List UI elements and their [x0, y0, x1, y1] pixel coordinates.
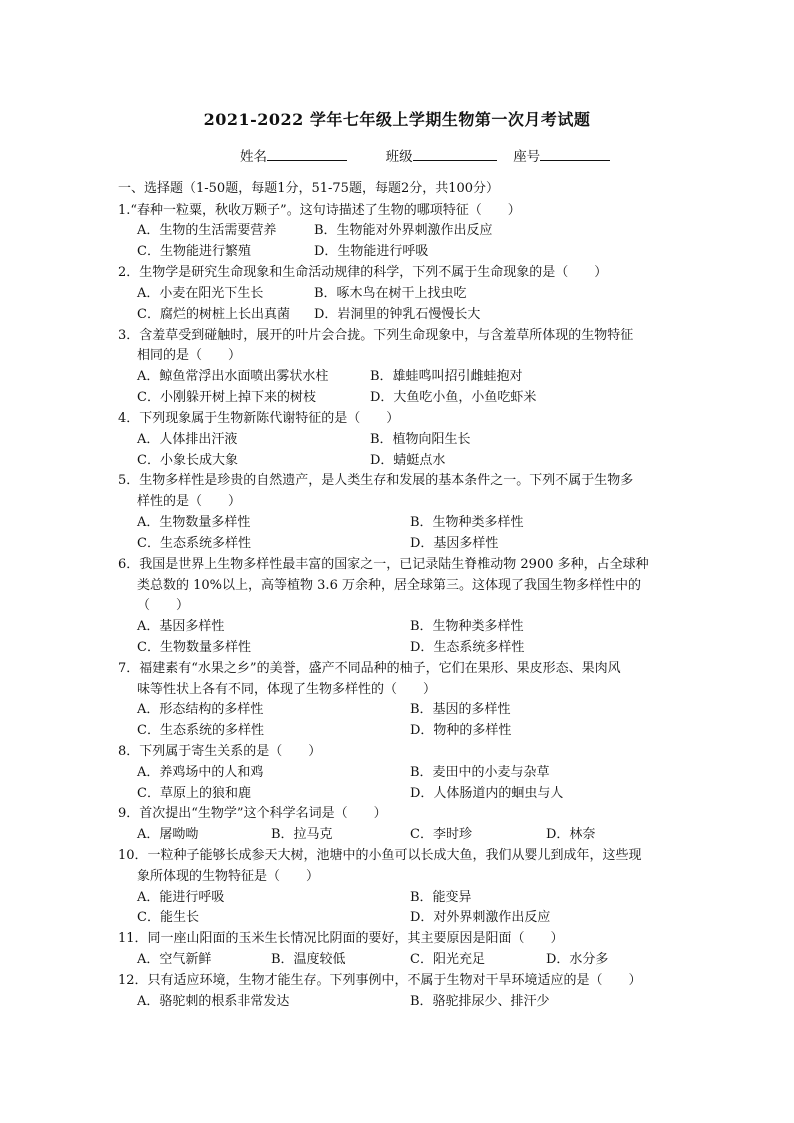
question-stem: 9．首次提出“生物学”这个科学名词是（ ） [118, 806, 387, 821]
option-c[interactable]: C．小刚躲开树上掉下来的树枝 [137, 390, 316, 405]
option-d[interactable]: D．基因多样性 [410, 536, 499, 551]
option-b[interactable]: B．植物向阳生长 [370, 432, 471, 447]
option-d[interactable]: D．人体肠道内的蛔虫与人 [410, 786, 564, 801]
student-info-line [240, 145, 610, 165]
option-a[interactable]: A．骆驼刺的根系非常发达 [137, 994, 290, 1009]
question-stem-continued: 味等性状上各有不同，体现了生物多样性的（ ） [137, 682, 437, 697]
question-stem: 11．同一座山阳面的玉米生长情况比阴面的要好，其主要原因是阳面（ ） [118, 931, 564, 946]
option-c[interactable]: C．小象长成大象 [137, 453, 238, 468]
question-stem-continued: 类总数的 10%以上，高等植物 3.6 万余种，居全球第三。这体现了我国生物多样性中的 [137, 578, 641, 593]
seat-blank[interactable] [540, 148, 610, 161]
seat-label: 座号 [513, 149, 541, 165]
question-stem: 2．生物学是研究生命现象和生命活动规律的科学，下列不属于生命现象的是（ ） [118, 265, 608, 280]
question-stem: 12．只有适应环境，生物才能生存。下列事例中，不属于生物对干旱环境适应的是（ ） [118, 973, 642, 988]
option-a[interactable]: A．小麦在阳光下生长 [137, 286, 264, 301]
class-label: 班级 [385, 149, 413, 165]
option-d[interactable]: D．生物能进行呼吸 [314, 244, 429, 259]
option-b[interactable]: B．啄木鸟在树干上找虫吃 [314, 286, 467, 301]
option-c[interactable]: C．能生长 [137, 910, 199, 925]
section-heading: 一、选择题（1-50题，每题1分，51-75题，每题2分，共100分） [118, 181, 500, 196]
option-c[interactable]: C．生物数量多样性 [137, 640, 251, 655]
name-blank[interactable] [267, 148, 347, 161]
option-d[interactable]: D．物种的多样性 [410, 723, 512, 738]
question-stem: 6．我国是世界上生物多样性最丰富的国家之一，已记录陆生脊椎动物 2900 多种，占全球种 [118, 557, 649, 572]
option-b[interactable]: B．基因的多样性 [410, 702, 511, 717]
option-a[interactable]: A．养鸡场中的人和鸡 [137, 765, 264, 780]
option-c[interactable]: C．生态系统的多样性 [137, 723, 264, 738]
option-c[interactable]: C．生态系统多样性 [137, 536, 251, 551]
option-b[interactable]: B．雄蛙鸣叫招引雌蛙抱对 [370, 369, 523, 384]
question-stem-continued: 相同的是（ ） [137, 348, 242, 363]
option-d[interactable]: D．林奈 [546, 827, 596, 842]
option-a[interactable]: A．形态结构的多样性 [137, 702, 264, 717]
option-a[interactable]: A．鲸鱼常浮出水面喷出雾状水柱 [137, 369, 329, 384]
question-stem: 4．下列现象属于生物新陈代谢特征的是（ ） [118, 411, 400, 426]
option-c[interactable]: C．草原上的狼和鹿 [137, 786, 251, 801]
option-a[interactable]: A．生物的生活需要营养 [137, 223, 277, 238]
option-d[interactable]: D．生态系统多样性 [410, 640, 525, 655]
option-d[interactable]: D．对外界刺激作出反应 [410, 910, 551, 925]
option-a[interactable]: A．屠呦呦 [137, 827, 199, 842]
class-blank[interactable] [413, 148, 497, 161]
option-b[interactable]: B．麦田中的小麦与杂草 [410, 765, 550, 780]
question-stem: 3．含羞草受到碰触时，展开的叶片会合拢。下列生命现象中，与含羞草所体现的生物特征 [118, 328, 634, 343]
option-b[interactable]: B．拉马克 [271, 827, 333, 842]
option-a[interactable]: A．基因多样性 [137, 619, 225, 634]
question-stem: 7．福建素有“水果之乡”的美誉，盛产不同品种的柚子，它们在果形、果皮形态、果肉风 [118, 661, 621, 676]
option-c[interactable]: C．李时珍 [410, 827, 472, 842]
question-stem-continued: （ ） [137, 598, 190, 613]
name-label: 姓名 [240, 149, 267, 165]
option-d[interactable]: D．大鱼吃小鱼，小鱼吃虾米 [370, 390, 537, 405]
option-b[interactable]: B．生物种类多样性 [410, 515, 524, 530]
question-stem-continued: 象所体现的生物特征是（ ） [137, 869, 320, 884]
option-d[interactable]: D．水分多 [546, 952, 609, 967]
option-a[interactable]: A．能进行呼吸 [137, 890, 225, 905]
exam-title: 2021-2022 学年七年级上学期生物第一次月考试题 [203, 110, 591, 129]
option-a[interactable]: A．人体排出汗液 [137, 432, 238, 447]
question-stem: 10．一粒种子能够长成参天大树，池塘中的小鱼可以长成大鱼，我们从婴儿到成年，这些现 [118, 848, 642, 863]
question-stem: 8．下列属于寄生关系的是（ ） [118, 744, 322, 759]
option-c[interactable]: C．阳光充足 [410, 952, 485, 967]
question-stem: 1.“春种一粒粟，秋收万颗子”。这句诗描述了生物的哪项特征（ ） [118, 203, 521, 218]
option-c[interactable]: C．腐烂的树桩上长出真菌 [137, 307, 290, 322]
question-stem: 5．生物多样性是珍贵的自然遗产，是人类生存和发展的基本条件之一。下列不属于生物多 [118, 473, 634, 488]
option-b[interactable]: B．能变异 [410, 890, 472, 905]
question-stem-continued: 样性的是（ ） [137, 494, 242, 509]
option-d[interactable]: D．岩洞里的钟乳石慢慢长大 [314, 307, 481, 322]
option-b[interactable]: B．温度较低 [271, 952, 346, 967]
option-b[interactable]: B．生物能对外界刺激作出反应 [314, 223, 493, 238]
option-a[interactable]: A．生物数量多样性 [137, 515, 251, 530]
option-a[interactable]: A．空气新鲜 [137, 952, 212, 967]
option-d[interactable]: D．蜻蜓点水 [370, 453, 446, 468]
option-c[interactable]: C．生物能进行繁殖 [137, 244, 251, 259]
option-b[interactable]: B．骆驼排尿少、排汗少 [410, 994, 550, 1009]
option-b[interactable]: B．生物种类多样性 [410, 619, 524, 634]
